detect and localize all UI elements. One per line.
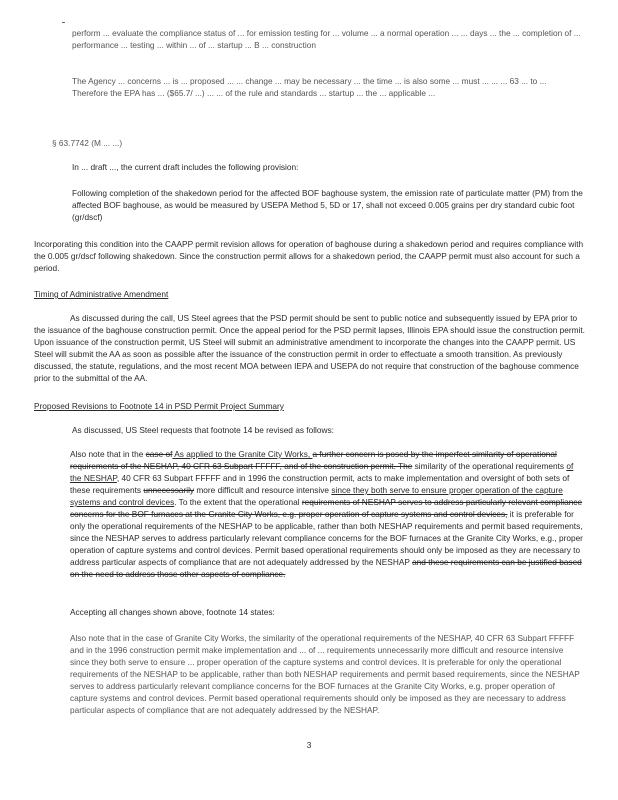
text-run: Permit based operational requirements should only be imposed as they are necessary to address particular aspects of compliance that are not adequately addressed by the NESHAP [70, 545, 581, 567]
deleted-text: unnecessarily [143, 485, 195, 495]
text-run: it is preferable for only the operational requirements of the NESHAP to be applicable, rather than both NESHAP requirements and permit based requirements, since the NESHAP serves to address particularly relevant compliance concerns for the BOF furnaces at the Granite City Works, e.g., proper operation of capture systems and control devices. [70, 509, 583, 555]
redline-text [70, 448, 584, 580]
quoted-provision [72, 187, 584, 223]
text-run: similarity of the operational requirements [412, 461, 567, 471]
paragraph-text: As discussed during the call, US Steel agrees that the PSD permit should be sent to public notice and subsequently issued by EPA prior to the issuance of the baghouse construction permit. Once the appeal period for the PSD permit lapses, Illinois EPA should issue the construction permit. Upon issuance of the construction permit, US Steel will submit an administrative amendment to incorporate the changes into the CAAPP permit. US Steel will submit the AA as soon as possible after the issuance of the construction permit in order to effectuate a smooth transition. As previously discussed, the statute, regulations, and the most recent MOA between IEPA and USEPA do not require that construction of the baghouse commence prior to the submittal of the AA. [34, 313, 585, 383]
paragraph-text: Incorporating this condition into the CAAPP permit revision allows for operation of baghouse during a shakedown period and requires compliance with the 0.005 gr/dscf following shakedown. Since the construction permit allows for a shakedown period, the CAAPP permit must also account for such a period. [34, 239, 584, 273]
citation-text: § 63.7742 (M ... ...) [52, 138, 123, 148]
margin-mark [62, 22, 65, 23]
paragraph-text: Following completion of the shakedown period for the affected BOF baghouse system, the emission rate of particulate matter (PM) from the affected BOF baghouse, as would be measured by USEPA Method 5, 5D or 17, shall not exceed 0.005 grains per dry standard cubic foot (gr/dscf) [72, 188, 583, 222]
section-heading-timing [34, 288, 586, 300]
section-heading-footnote [34, 400, 586, 412]
inserted-text: As applied to the Granite City Works, [172, 449, 313, 459]
inserted-text: since they both serve to ensure proper operation of the capture systems and control devices [70, 485, 563, 507]
inserted-text: of the NESHAP [70, 461, 574, 483]
text-run: more difficult and resource intensive [194, 485, 332, 495]
paragraph-accepting [70, 606, 584, 618]
deleted-text: requirements of NESHAP serves to address particularly relevant compliance concerns for the BOF furnaces at the Granite City Works, e.g. proper operation of capture systems and control devices, [70, 497, 583, 519]
heading-text: Timing of Administrative Amendment [34, 289, 169, 299]
text-run: . To the extent that the operational [174, 497, 302, 507]
deleted-text: case of [145, 449, 173, 459]
paragraph-caapp-condition [34, 238, 586, 274]
paragraph-text: In ... draft ..., the current draft includes the following provision: [72, 162, 299, 172]
paragraph-text: Accepting all changes shown above, footnote 14 states: [70, 607, 275, 617]
text-run: Also note that in the [70, 449, 146, 459]
paragraph-text: Also note that in the case of Granite City Works, the similarity of the operational requirements of the NESHAP, 40 CFR 63 Subpart FFFFF and in the 1996 construction permit make implementation and ... of ... requirements unnecessarily more difficult and resource intensive since they both serve to ensure ... proper operation of the capture systems and control devices. It is preferable for only the operational requirements of the NESHAP to be applicable, rather than both NESHAP requirements and permit based requirements, since the NESHAP serves to address particularly relevant compliance concerns for the BOF furnaces at the Granite City Works, e.g. proper operation of capture systems and control devices. Permit based operational requirements should only be imposed as they are necessary to address particular aspects of compliance that are not adequately addressed by the NESHAP. [70, 633, 580, 715]
paragraph-current-draft [72, 161, 584, 173]
paragraph-text: perform ... evaluate the compliance status of ... for emission testing for ... volume ... a normal operation ... ... days ... the ... completion of ... performance ... testing ... within ... of ... startup ... B ... construction [72, 28, 581, 50]
paragraph-agency-concerns [72, 75, 584, 99]
paragraph-request [72, 424, 584, 436]
heading-text: Proposed Revisions to Footnote 14 in PSD Permit Project Summary [34, 401, 284, 411]
paragraph-text: As discussed, US Steel requests that footnote 14 be revised as follows: [72, 425, 334, 435]
text-run: , 40 CFR 63 Subpart FFFFF and in 1996 the construction permit, acts to make implementation and oversight of both sets of these requirements [70, 473, 570, 495]
deleted-text: a further concern is posed by the imperfect similarity of operational requirements of the NESHAP, 40 CFR 63 Subpart FFFFF, and of the construction permit. The [70, 449, 557, 471]
paragraph-timing [34, 312, 586, 384]
final-footnote [70, 632, 584, 716]
redline-footnote [70, 448, 584, 580]
page-number: 3 [306, 740, 312, 750]
deleted-text: and these requirements can be justified based on the need to address those other aspects of compliance. [70, 557, 582, 579]
regulation-citation [52, 137, 352, 149]
paragraph-text: The Agency ... concerns ... is ... proposed ... ... change ... may be necessary ... the time ... is also some ... must ... ... ... 63 ... to ... Therefore the EPA has ... ($65.7/ ...) ... ... of the rule and standards ... startup ... the ... applicable ... [72, 76, 547, 98]
paragraph-performance-testing [72, 27, 584, 51]
